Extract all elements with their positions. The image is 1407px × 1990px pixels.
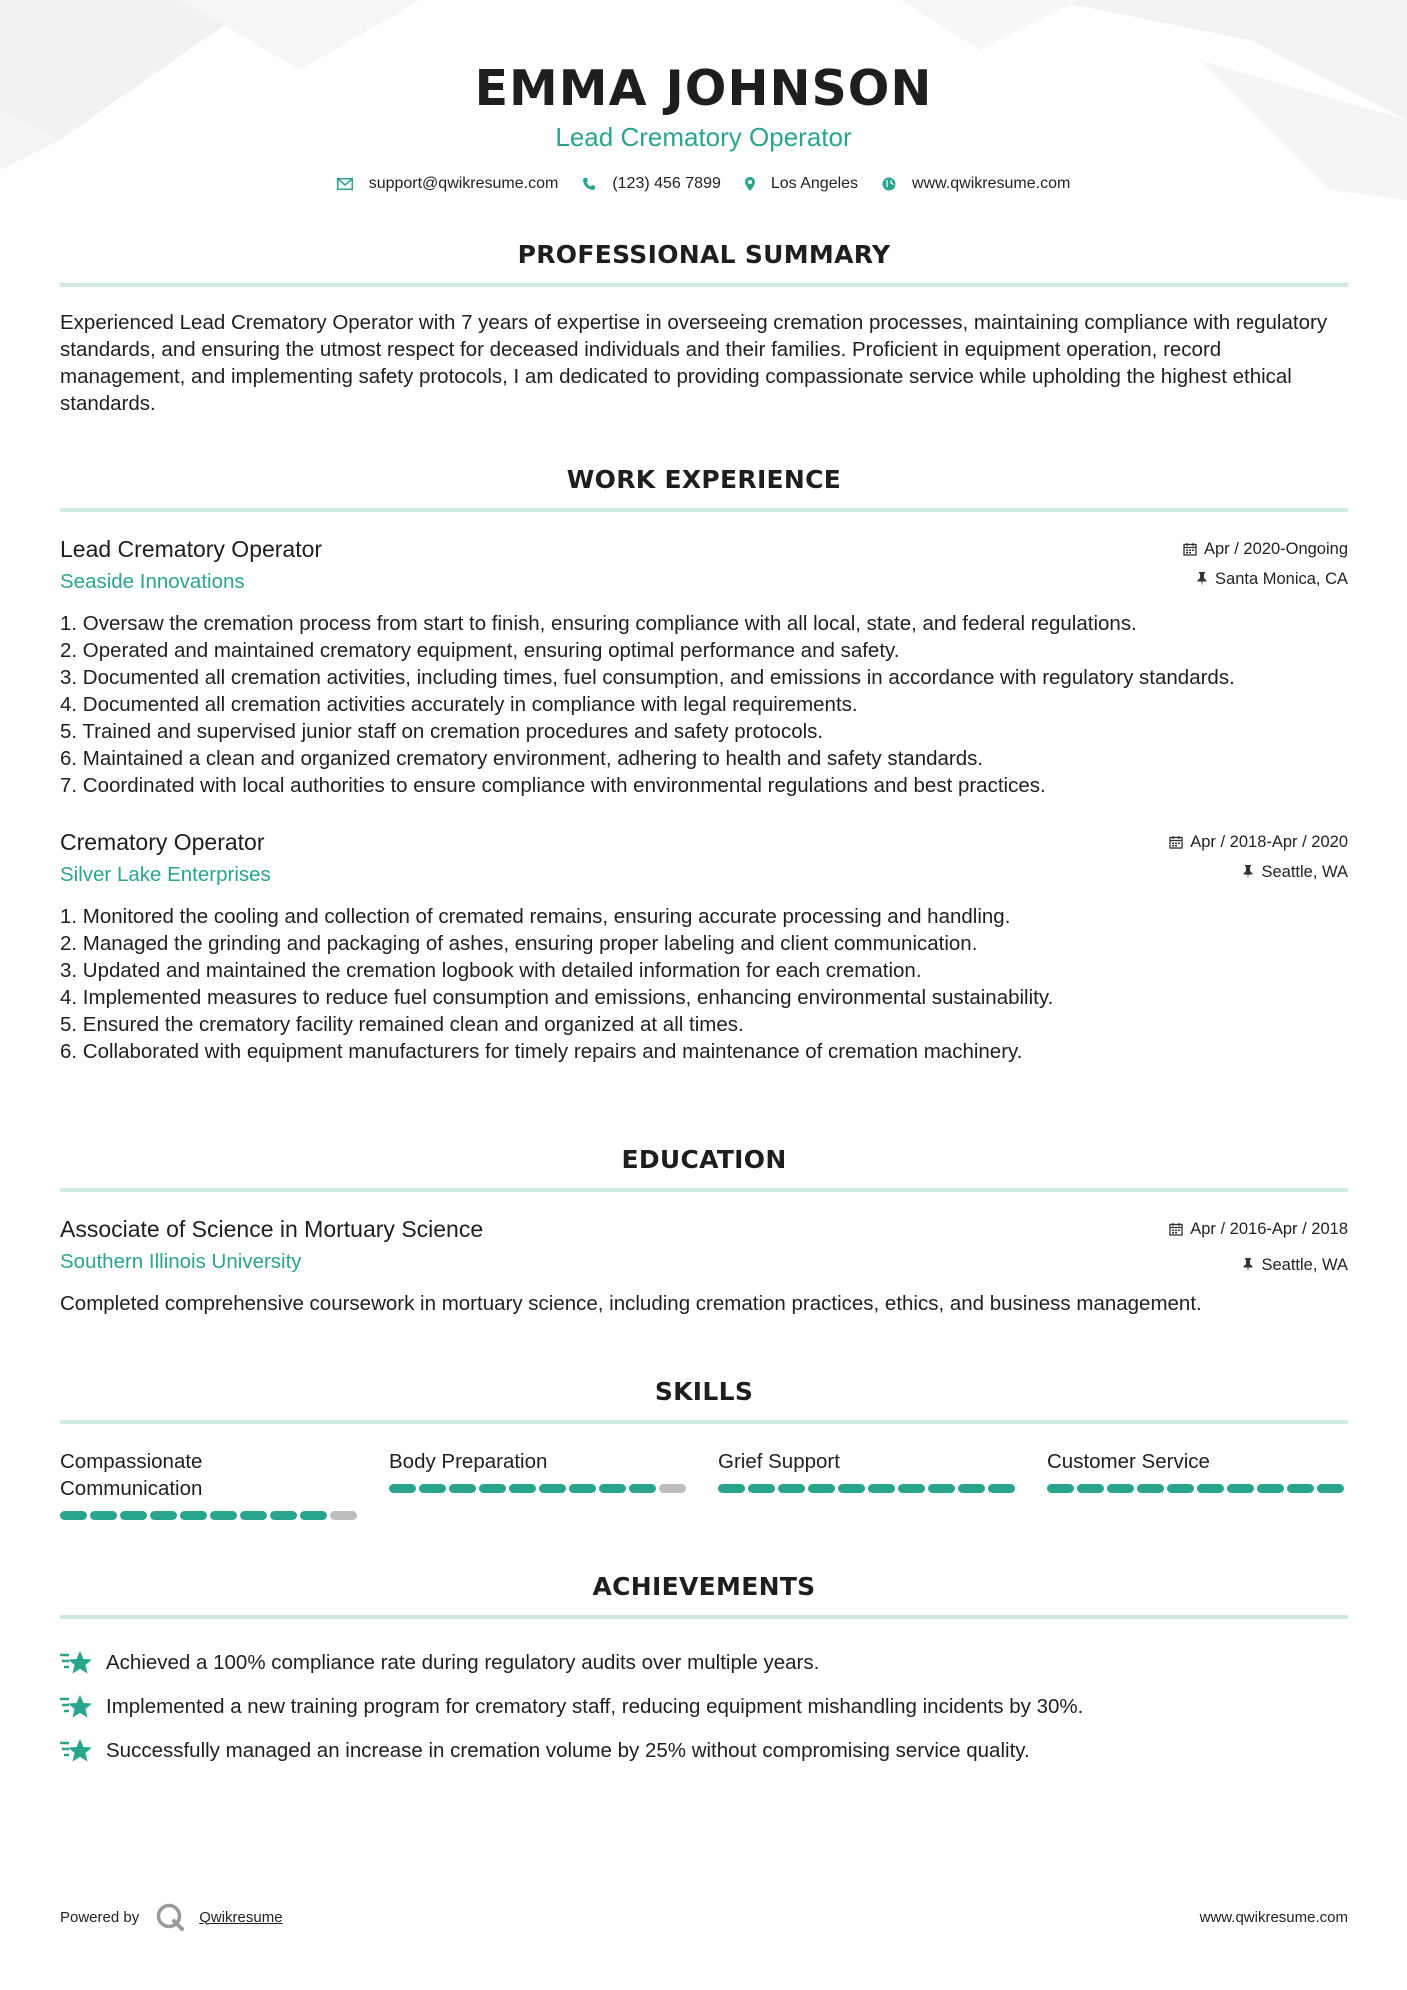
contact-email[interactable] (337, 175, 559, 193)
job-title: Lead Crematory Operator (60, 536, 323, 562)
skill-segment-filled (1227, 1484, 1254, 1493)
section-divider (60, 1615, 1348, 1619)
skills-heading: SKILLS (654, 1377, 754, 1406)
list-item: 3. Documented all cremation activities, including times, fuel consumption, and emissions in accordance with regulatory standards. (60, 666, 1235, 689)
skill-segment-filled (1137, 1484, 1164, 1493)
globe-icon (882, 177, 896, 191)
skill-segment-filled (718, 1484, 745, 1493)
page-footer (60, 1902, 1348, 1932)
skill-segment-filled (509, 1484, 536, 1493)
qwikresume-logo-icon (155, 1902, 185, 1932)
list-item: 2. Managed the grinding and packaging of ashes, ensuring proper labeling and client communication. (60, 932, 978, 955)
contact-website[interactable] (882, 175, 1070, 193)
summary-heading: PROFESSIONAL SUMMARY (517, 240, 891, 269)
list-item: 5. Ensured the crematory facility remained clean and organized at all times. (60, 1013, 744, 1036)
job-company: Seaside Innovations (60, 570, 245, 593)
pushpin-icon (1242, 865, 1254, 879)
star-badge-icon (60, 1693, 94, 1721)
education-heading: EDUCATION (621, 1145, 787, 1174)
achievements-section (60, 1572, 1348, 1773)
education-description: Completed comprehensive coursework in mortuary science, including cremation practices, ethics, and business management. (60, 1292, 1202, 1315)
contact-location (745, 175, 858, 193)
skill-segment-filled (958, 1484, 985, 1493)
section-divider (60, 508, 1348, 512)
skill-segment-empty (330, 1511, 357, 1520)
pushpin-icon (1242, 1258, 1254, 1272)
star-badge-icon (60, 1737, 94, 1765)
phone-icon (582, 177, 596, 191)
skill-segment-filled (180, 1511, 207, 1520)
skill-segment-filled (389, 1484, 416, 1493)
skill-segment-filled (60, 1511, 87, 1520)
list-item: 4. Implemented measures to reduce fuel consumption and emissions, enhancing environmental sustainability. (60, 986, 1054, 1009)
achievement-text: Achieved a 100% compliance rate during regulatory audits over multiple years. (106, 1651, 820, 1674)
skill-segment-empty (659, 1484, 686, 1493)
skill-name (1047, 1448, 1347, 1475)
section-divider (60, 1420, 1348, 1424)
skill-segment-filled (300, 1511, 327, 1520)
skill-segment-filled (1107, 1484, 1134, 1493)
list-item: 7. Coordinated with local authorities to ensure compliance with environmental regulations and best practices. (60, 774, 1046, 797)
achievements-list (60, 1641, 1348, 1773)
skill-level-bar (60, 1511, 360, 1520)
skill-segment-filled (1197, 1484, 1224, 1493)
job-company: Silver Lake Enterprises (60, 863, 271, 886)
skill-name (389, 1448, 689, 1475)
list-item: 6. Collaborated with equipment manufacturers for timely repairs and maintenance of cremation machinery. (60, 1040, 1023, 1063)
skill-segment-filled (838, 1484, 865, 1493)
skill-item (1047, 1448, 1347, 1520)
skill-item (389, 1448, 689, 1520)
contact-phone-text: (123) 456 7899 (612, 175, 721, 192)
job-bullets (60, 610, 1348, 799)
skill-name (60, 1448, 360, 1502)
job-entry (60, 534, 1348, 799)
list-item: 4. Documented all cremation activities accurately in compliance with legal requirements. (60, 693, 858, 716)
job-title: Crematory Operator (60, 829, 265, 855)
skill-segment-filled (748, 1484, 775, 1493)
skill-level-bar (718, 1484, 1018, 1493)
skill-segment-filled (868, 1484, 895, 1493)
section-divider (60, 283, 1348, 287)
skill-segment-filled (569, 1484, 596, 1493)
section-divider (60, 1188, 1348, 1192)
summary-text: Experienced Lead Crematory Operator with 7 years of expertise in overseeing cremation processes, maintaining compliance with regulatory standards, and ensuring the utmost respect for deceased individuals and their families. Proficient in equipment operation, record management, and implementing safety protocols, I am dedicated to providing compassionate service while upholding the highest ethical standards. (60, 311, 1328, 415)
job-bullets (60, 903, 1348, 1065)
skill-segment-filled (808, 1484, 835, 1493)
contact-email-text: support@qwikresume.com (368, 175, 559, 192)
candidate-name: EMMA JOHNSON (474, 60, 933, 117)
job-location: Seattle, WA (1261, 862, 1348, 881)
degree-title: Associate of Science in Mortuary Science (60, 1216, 484, 1242)
footer-website[interactable]: www.qwikresume.com (1199, 1908, 1348, 1926)
skill-segment-filled (1287, 1484, 1314, 1493)
achievement-text: Successfully managed an increase in cremation volume by 25% without compromising service quality. (106, 1739, 1030, 1762)
skill-segment-filled (1077, 1484, 1104, 1493)
skill-segment-filled (1047, 1484, 1074, 1493)
skill-segment-filled (120, 1511, 147, 1520)
job-entry (60, 827, 1348, 1065)
skill-name-line: Communication (60, 1477, 203, 1500)
skill-name-line: Customer Service (1047, 1450, 1210, 1473)
list-item: 1. Monitored the cooling and collection of cremated remains, ensuring accurate processing and handling. (60, 905, 1011, 928)
list-item (60, 1729, 1348, 1773)
list-item: 3. Updated and maintained the cremation logbook with detailed information for each cremation. (60, 959, 922, 982)
education-section (60, 1145, 1348, 1317)
list-item (60, 1685, 1348, 1729)
skill-level-bar (1047, 1484, 1347, 1493)
education-dates: Apr / 2016-Apr / 2018 (1190, 1219, 1348, 1238)
school-name: Southern Illinois University (60, 1250, 302, 1273)
list-item: 2. Operated and maintained crematory equipment, ensuring optimal performance and safety. (60, 639, 900, 662)
experience-section (60, 465, 1348, 1065)
skill-segment-filled (928, 1484, 955, 1493)
skill-segment-filled (1257, 1484, 1284, 1493)
calendar-icon (1169, 835, 1183, 849)
skill-segment-filled (90, 1511, 117, 1520)
contact-bar (0, 172, 1407, 196)
skills-grid (60, 1448, 1348, 1520)
skill-segment-filled (419, 1484, 446, 1493)
skill-segment-filled (449, 1484, 476, 1493)
envelope-icon (337, 178, 353, 190)
skill-segment-filled (1167, 1484, 1194, 1493)
skill-segment-filled (898, 1484, 925, 1493)
star-badge-icon (60, 1649, 94, 1677)
skill-segment-filled (150, 1511, 177, 1520)
list-item: 5. Trained and supervised junior staff on cremation procedures and safety protocols. (60, 720, 824, 743)
map-pin-icon (745, 177, 755, 191)
summary-section (60, 240, 1348, 417)
resume-header (0, 0, 1407, 196)
education-location: Seattle, WA (1261, 1255, 1348, 1274)
skill-segment-filled (270, 1511, 297, 1520)
skill-name-line: Grief Support (718, 1450, 840, 1473)
skill-item (60, 1448, 360, 1520)
skill-segment-filled (210, 1511, 237, 1520)
skill-level-bar (389, 1484, 689, 1493)
candidate-role: Lead Crematory Operator (555, 122, 852, 152)
skill-segment-filled (599, 1484, 626, 1493)
skill-name-line: Compassionate (60, 1450, 203, 1473)
powered-by-label: Powered by (60, 1908, 140, 1926)
skill-name-line: Body Preparation (389, 1450, 548, 1473)
skill-item (718, 1448, 1018, 1520)
contact-website-text: www.qwikresume.com (912, 175, 1071, 192)
skill-name (718, 1448, 1018, 1475)
job-dates: Apr / 2020-Ongoing (1203, 539, 1348, 558)
calendar-icon (1183, 542, 1197, 556)
skill-segment-filled (988, 1484, 1015, 1493)
list-item: 6. Maintained a clean and organized crematory environment, adhering to health and safety standards. (60, 747, 984, 770)
pushpin-icon (1196, 572, 1208, 586)
list-item (60, 1641, 1348, 1685)
experience-heading: WORK EXPERIENCE (566, 465, 842, 494)
skill-segment-filled (629, 1484, 656, 1493)
achievements-heading: ACHIEVEMENTS (592, 1572, 816, 1601)
achievement-text: Implemented a new training program for crematory staff, reducing equipment mishandling incidents by 30%. (106, 1695, 1084, 1718)
job-dates: Apr / 2018-Apr / 2020 (1190, 832, 1348, 851)
skill-segment-filled (240, 1511, 267, 1520)
contact-phone[interactable] (582, 175, 721, 193)
skill-segment-filled (539, 1484, 566, 1493)
contact-location-text: Los Angeles (770, 175, 859, 192)
list-item: 1. Oversaw the cremation process from start to finish, ensuring compliance with all local, state, and federal regulations. (60, 612, 1137, 635)
powered-by (60, 1902, 283, 1932)
job-location: Santa Monica, CA (1215, 569, 1348, 588)
brand-link[interactable]: Qwikresume (199, 1908, 283, 1926)
skills-section (60, 1377, 1348, 1520)
skill-segment-filled (778, 1484, 805, 1493)
education-entry (60, 1214, 1348, 1317)
calendar-icon (1169, 1222, 1183, 1236)
skill-segment-filled (1317, 1484, 1344, 1493)
skill-segment-filled (479, 1484, 506, 1493)
